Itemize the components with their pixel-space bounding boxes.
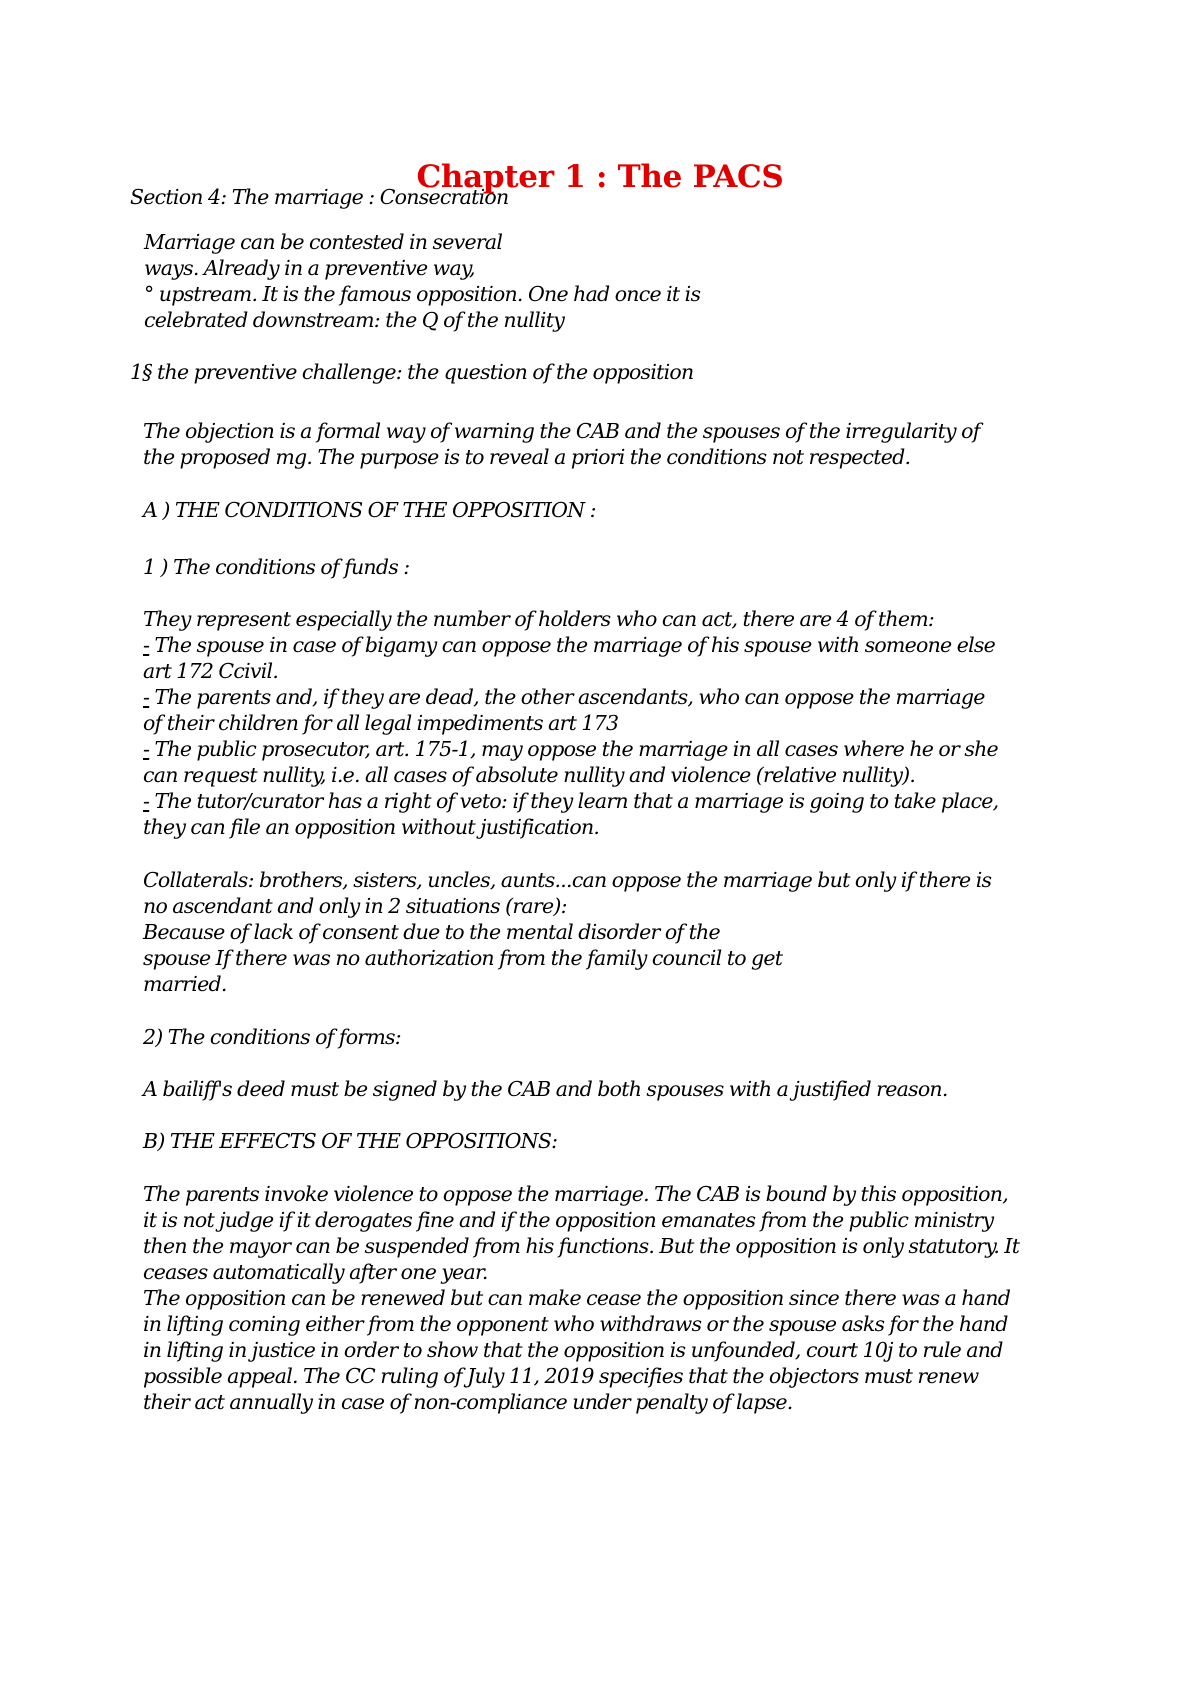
bullet-item [143, 632, 995, 658]
bailiff-line: A bailiff's deed must be signed by the CAB and both spouses with a justified reason. [143, 1077, 948, 1101]
effects-line: ceases automatically after one year. [143, 1260, 488, 1284]
bullet-continuation: they can file an opposition without justification. [143, 815, 600, 839]
effects-line: their act annually in case of non-compliance under penalty of lapse. [143, 1390, 793, 1414]
bullet-item [143, 788, 998, 814]
bullet-mark: - [143, 685, 150, 709]
bullet-continuation: can request nullity, i.e. all cases of absolute nullity and violence (relative nullity). [143, 763, 916, 787]
intro-line: ways. Already in a preventive way, [144, 256, 475, 280]
intro-line: celebrated downstream: the Q of the nullity [144, 308, 565, 332]
bullet-item [143, 684, 985, 710]
bullet-continuation: of their children for all legal impediments art 173 [143, 711, 619, 735]
effects-line: possible appeal. The CC ruling of July 11, 2019 specifies that the objectors must renew [143, 1364, 979, 1388]
effects-line: The parents invoke violence to oppose the marriage. The CAB is bound by this opposition, [143, 1182, 1008, 1206]
effects-line: in lifting in justice in order to show that the opposition is unfounded, court 10j to rule and [143, 1338, 1003, 1362]
subsection-heading: 1§ the preventive challenge: the question of the opposition [130, 360, 694, 384]
bullet-item [143, 736, 998, 762]
effects-line: then the mayor can be suspended from his functions. But the opposition is only statutory. It [143, 1234, 1020, 1258]
intro-line: ° upstream. It is the famous opposition. One had once it is [144, 282, 701, 306]
intro-line: Marriage can be contested in several [144, 230, 503, 254]
heading-conditions-of-forms: 2) The conditions of forms: [143, 1025, 401, 1049]
bullet-text: The parents and, if they are dead, the other ascendants, who can oppose the marriage [149, 685, 985, 709]
bullet-text: The spouse in case of bigamy can oppose the marriage of his spouse with someone else [149, 633, 996, 657]
heading-conditions-of-funds: 1 ) The conditions of funds : [143, 555, 410, 579]
bullet-text: The public prosecutor, art. 175-1, may oppose the marriage in all cases where he or she [149, 737, 998, 761]
collaterals-line: spouse If there was no authorization from the family council to get [143, 946, 783, 970]
section-heading: Section 4: The marriage : Consecration [130, 185, 509, 209]
objection-line: The objection is a formal way of warning the CAB and the spouses of the irregularity of [143, 419, 980, 443]
bullet-text: The tutor/curator has a right of veto: if they learn that a marriage is going to take place, [149, 789, 999, 813]
heading-effects: B) THE EFFECTS OF THE OPPOSITIONS: [143, 1129, 558, 1153]
bullet-continuation: art 172 Ccivil. [143, 659, 279, 683]
collaterals-line: Because of lack of consent due to the mental disorder of the [143, 920, 720, 944]
collaterals-line: married. [143, 972, 227, 996]
effects-line: The opposition can be renewed but can make cease the opposition since there was a hand [143, 1286, 1011, 1310]
chapter-title: Chapter 1 : The PACS [416, 159, 784, 195]
bullet-mark: - [143, 789, 150, 813]
holders-intro: They represent especially the number of holders who can act, there are 4 of them: [143, 607, 935, 631]
bullet-mark: - [143, 633, 150, 657]
heading-conditions: A ) THE CONDITIONS OF THE OPPOSITION : [143, 498, 596, 522]
effects-line: in lifting coming either from the opponent who withdraws or the spouse asks for the hand [143, 1312, 1008, 1336]
collaterals-line: no ascendant and only in 2 situations (rare): [143, 894, 567, 918]
objection-line: the proposed mg. The purpose is to reveal a priori the conditions not respected. [143, 445, 911, 469]
collaterals-line: Collaterals: brothers, sisters, uncles, aunts...can oppose the marriage but only if there is [143, 868, 992, 892]
bullet-mark: - [143, 737, 150, 761]
effects-line: it is not judge if it derogates fine and if the opposition emanates from the public ministry [143, 1208, 994, 1232]
